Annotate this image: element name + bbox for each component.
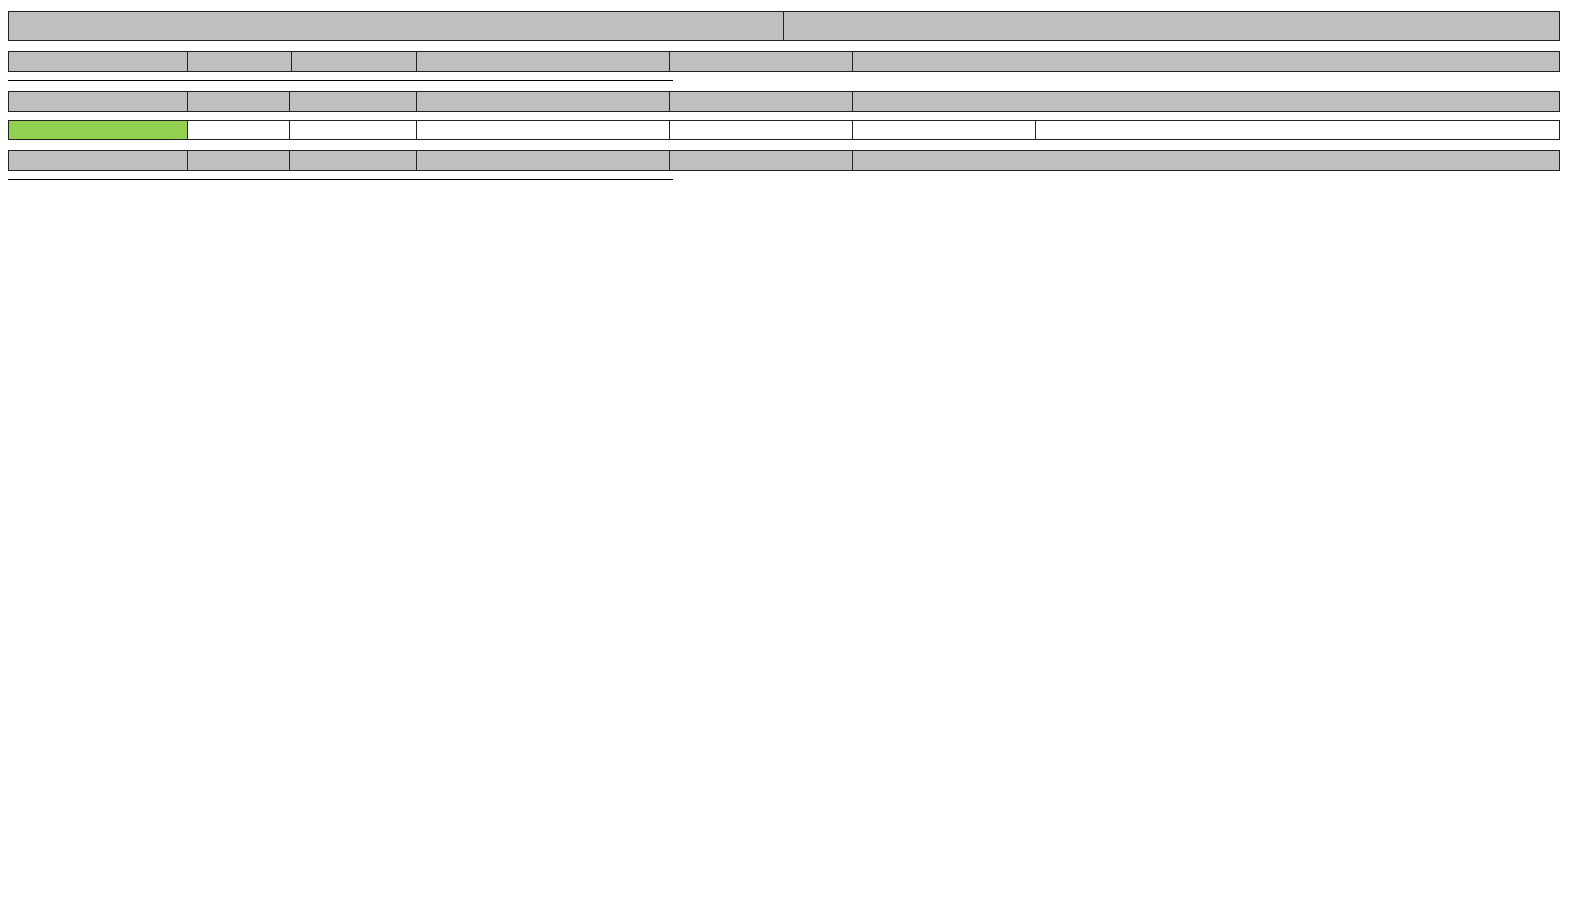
header-phone[interactable] [670,51,853,72]
header-phone[interactable] [670,91,853,112]
header-product-codes[interactable] [853,150,1560,171]
empty-cell[interactable] [290,120,417,140]
header-email[interactable] [417,91,670,112]
empty-cell[interactable] [188,120,290,140]
empty-cell[interactable] [670,120,853,140]
header-name[interactable] [290,91,417,112]
header-phone[interactable] [670,150,853,171]
header-first-name[interactable] [188,51,292,72]
header-name[interactable] [290,150,417,171]
section-header-defender2 [8,150,1572,171]
spreadsheet [8,11,1572,187]
header-email[interactable] [417,51,670,72]
header-email[interactable] [417,150,670,171]
empty-nickname-cell[interactable] [8,120,188,140]
header-surname[interactable] [292,51,417,72]
sheet-title[interactable] [8,11,784,41]
header-nickname[interactable] [8,51,188,72]
header-nickname[interactable] [8,150,188,171]
header-product-codes[interactable] [853,51,1560,72]
header-surname[interactable] [188,91,290,112]
header-nickname[interactable] [8,91,188,112]
header-product-codes[interactable] [853,91,1560,112]
empty-cell[interactable] [417,120,670,140]
redacted-personal-data [8,80,673,81]
empty-cell[interactable] [1036,120,1560,140]
empty-data-row [8,120,1572,140]
last-update[interactable] [784,11,1560,41]
title-row [8,11,1572,41]
section-header-blacklandy [8,51,1572,72]
empty-cell[interactable] [853,120,1036,140]
section-header-landyfriends [8,91,1572,112]
redacted-personal-data [8,179,673,180]
header-surname[interactable] [188,150,290,171]
